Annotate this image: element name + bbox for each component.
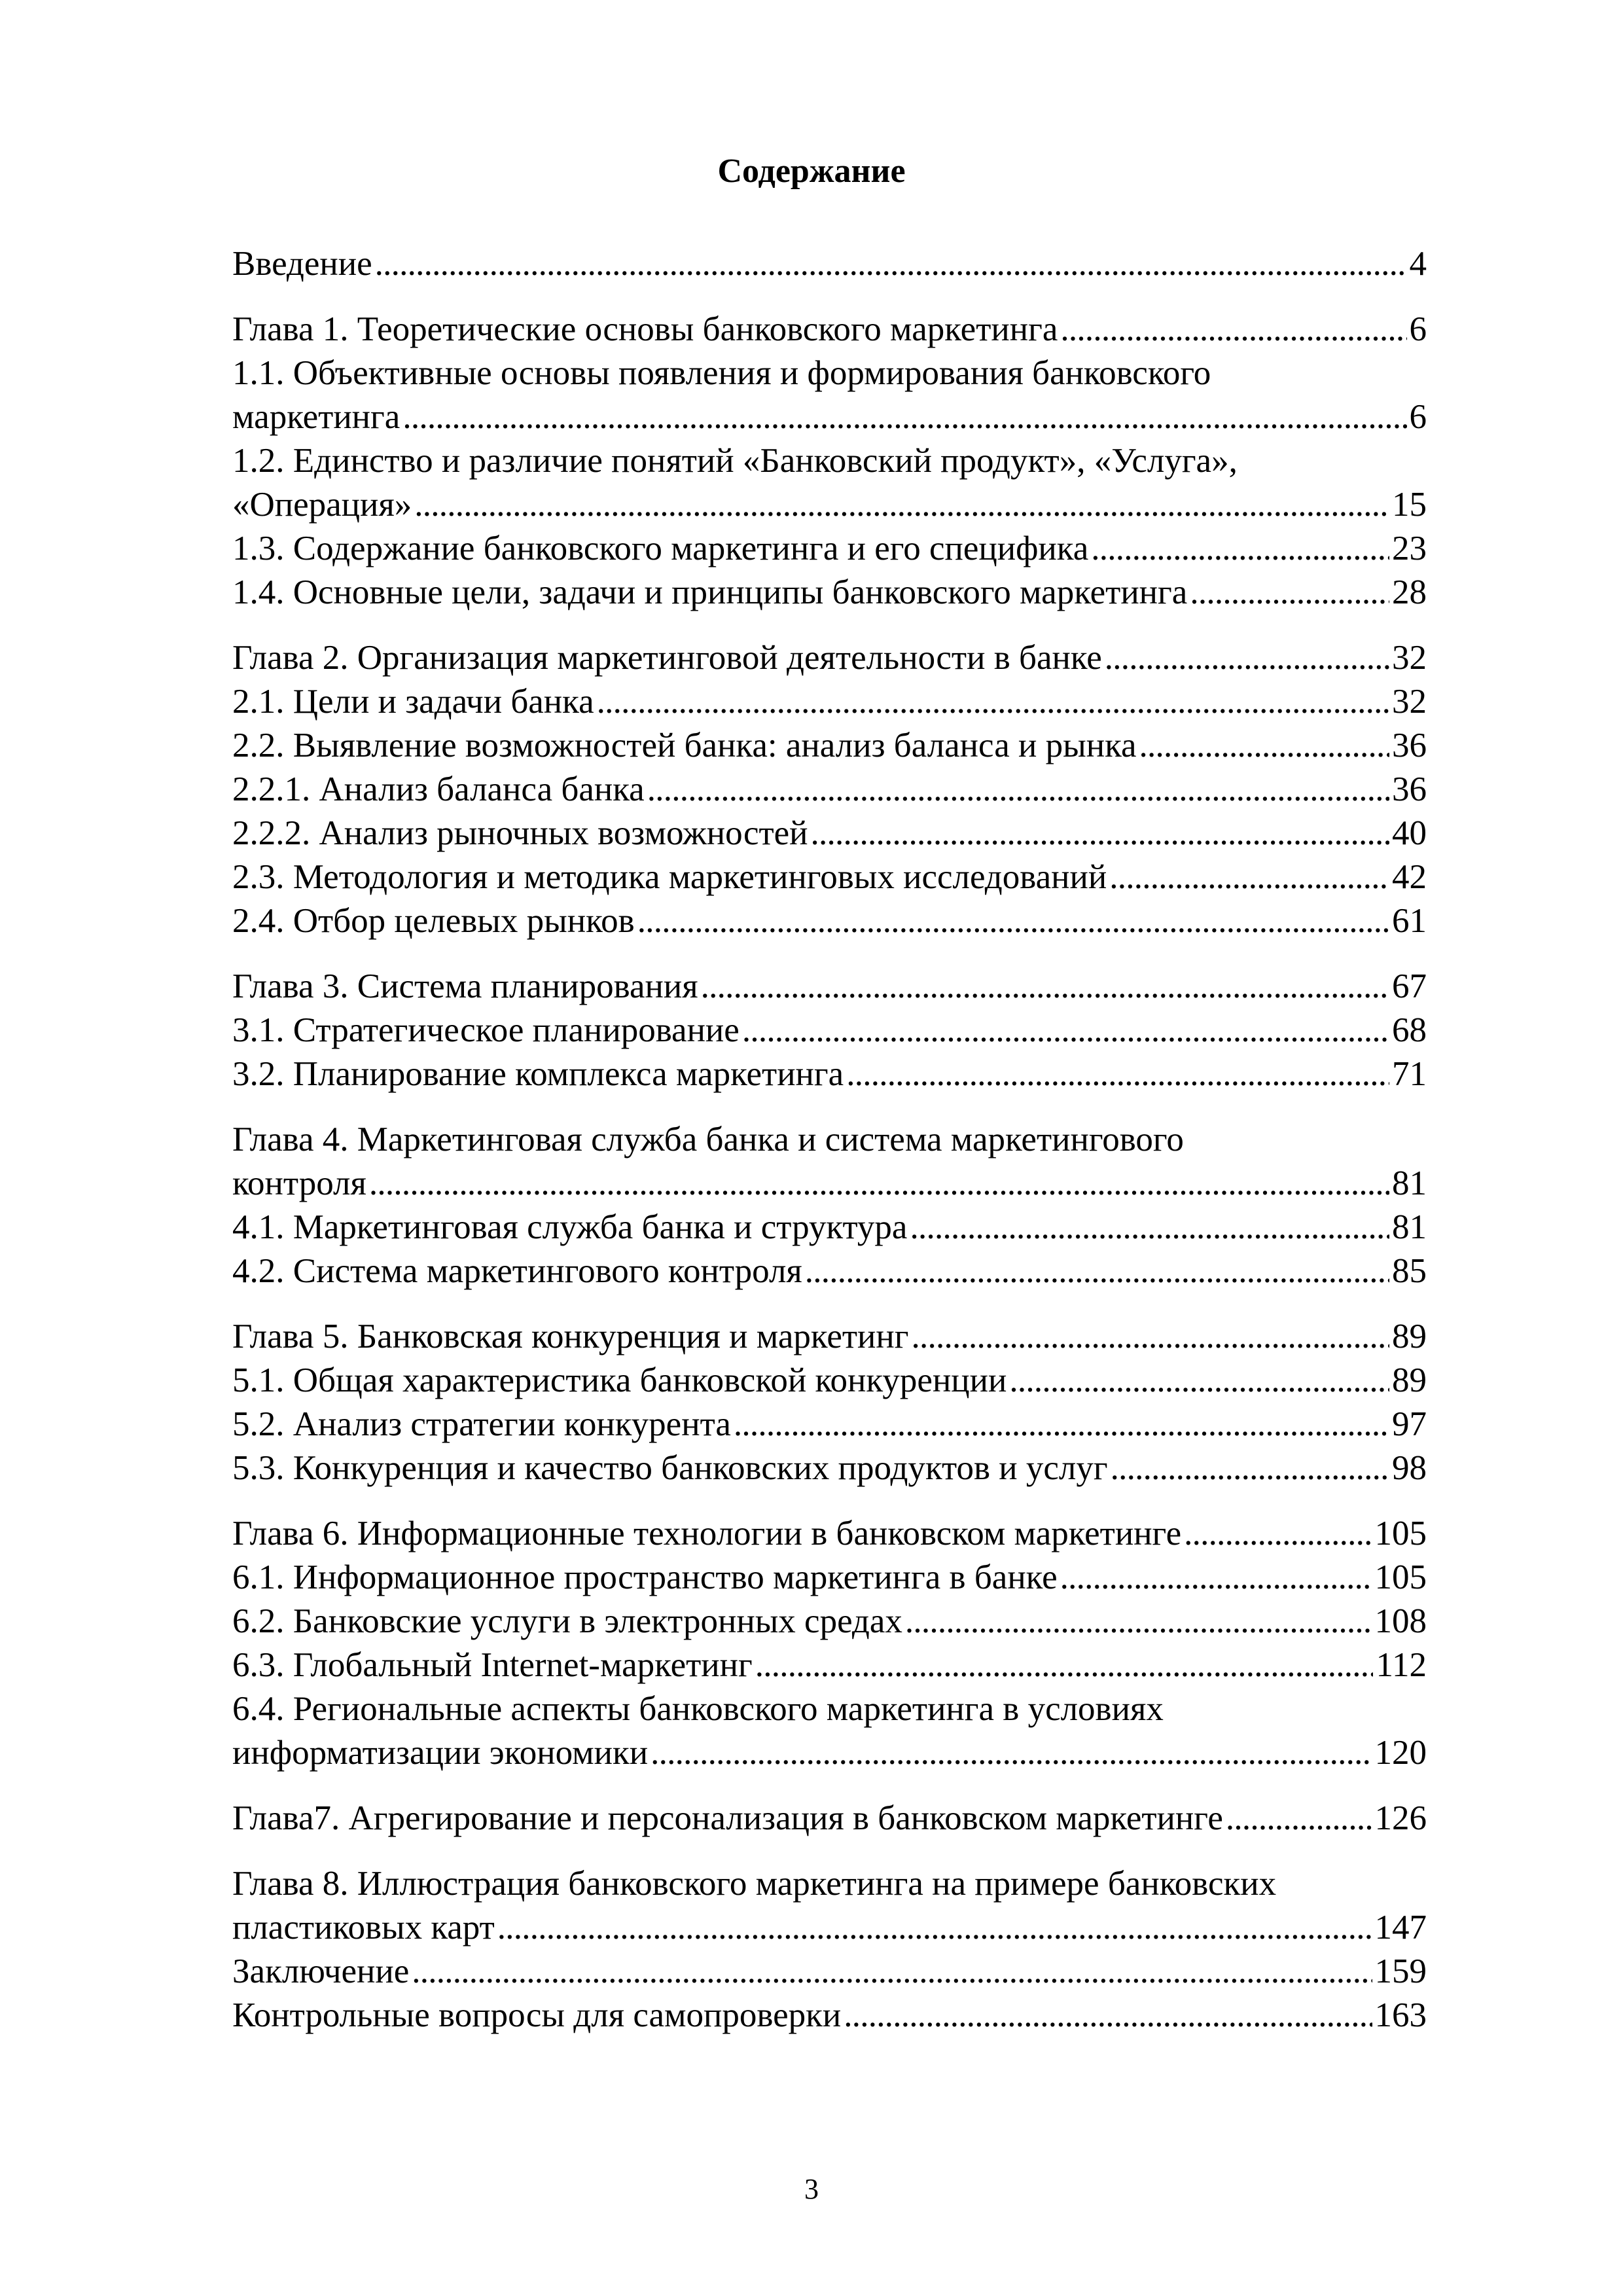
toc-entry-page: 147 (1374, 1909, 1427, 1946)
page-title: Содержание (717, 152, 906, 190)
toc-entry[interactable] (232, 439, 1427, 527)
toc-entry-label: 1.3. Содержание банковского маркетинга и его специфика (232, 529, 1089, 567)
toc-entry-label: 5.1. Общая характеристика банковской конкуренции (232, 1361, 1007, 1399)
toc-entry-page: 32 (1392, 683, 1427, 721)
toc-entry[interactable] (232, 1403, 1427, 1446)
dot-leader (647, 768, 1389, 812)
toc-entry-label: 6.3. Глобальный Internet-маркетинг (232, 1646, 753, 1684)
toc-entry-label: 2.2.2. Анализ рыночных возможностей (232, 814, 808, 852)
dot-leader (742, 1009, 1389, 1052)
toc-entry-label: Глава 5. Банковская конкуренция и маркетинг (232, 1318, 909, 1355)
dot-leader (375, 242, 1407, 286)
dot-leader (637, 899, 1389, 943)
toc-entry[interactable] (232, 1643, 1427, 1687)
toc-entry-label: маркетинга (232, 398, 401, 436)
toc-entry-first-line: Глава 4. Маркетинговая служба банка и система маркетингового (232, 1121, 1184, 1158)
toc-entry-label: 4.2. Система маркетингового контроля (232, 1252, 802, 1290)
toc-entry[interactable] (232, 1249, 1427, 1293)
toc-entry-label: 5.3. Конкуренция и качество банковских продуктов и услуг (232, 1449, 1108, 1487)
toc-entry[interactable] (232, 1556, 1427, 1600)
toc-entry[interactable] (232, 1862, 1427, 1950)
toc-entry-label: 4.1. Маркетинговая служба банка и структура (232, 1208, 908, 1246)
toc-entry-page: 159 (1374, 1952, 1427, 1990)
dot-leader (1111, 1446, 1389, 1490)
dot-leader (402, 395, 1406, 439)
toc-entry-label: информатизации экономики (232, 1734, 649, 1772)
toc-entry-label: Введение (232, 245, 372, 283)
toc-entry[interactable] (232, 1512, 1427, 1556)
toc-entry-page: 4 (1409, 245, 1427, 283)
toc-entry[interactable] (232, 636, 1427, 680)
toc-entry-page: 23 (1392, 529, 1427, 567)
toc-entry-first-line: Глава 8. Иллюстрация банковского маркетинга на примере банковских (232, 1865, 1277, 1903)
toc-entry[interactable] (232, 1600, 1427, 1643)
dot-leader (734, 1403, 1389, 1446)
toc-entry-page: 126 (1374, 1799, 1427, 1837)
toc-entry[interactable] (232, 1315, 1427, 1359)
dot-leader (414, 483, 1389, 527)
toc-entry[interactable] (232, 1206, 1427, 1249)
toc-entry-label: Глава7. Агрегирование и персонализация в банковском маркетинге (232, 1799, 1223, 1837)
toc-entry[interactable] (232, 571, 1427, 615)
toc-entry-label: Контрольные вопросы для самопроверки (232, 1996, 842, 2034)
dot-leader (1060, 308, 1406, 351)
toc-entry-page: 36 (1392, 770, 1427, 808)
toc-entry-page: 105 (1374, 1515, 1427, 1552)
toc-entry[interactable] (232, 899, 1427, 943)
toc-entry-page: 67 (1392, 967, 1427, 1005)
toc-entry-page: 81 (1392, 1208, 1427, 1246)
toc-entry[interactable] (232, 1687, 1427, 1775)
toc-entry-page: 120 (1374, 1734, 1427, 1772)
toc-entry-label: 3.1. Стратегическое планирование (232, 1011, 740, 1049)
toc-entry[interactable] (232, 1446, 1427, 1490)
toc-entry-page: 98 (1392, 1449, 1427, 1487)
toc-entry-page: 68 (1392, 1011, 1427, 1049)
toc-entry-page: 42 (1392, 858, 1427, 896)
dot-leader (905, 1600, 1372, 1643)
toc-entry-page: 89 (1392, 1318, 1427, 1355)
toc-entry[interactable] (232, 1994, 1427, 2037)
toc-entry-label: 2.3. Методология и методика маркетинговых исследований (232, 858, 1107, 896)
toc-entry-page: 163 (1374, 1996, 1427, 2034)
dot-leader (844, 1994, 1372, 2037)
dot-leader (597, 680, 1389, 724)
toc-entry[interactable] (232, 527, 1427, 571)
toc-entry-label: 2.2.1. Анализ баланса банка (232, 770, 645, 808)
toc-entry-label: Глава 1. Теоретические основы банковского маркетинга (232, 310, 1058, 348)
toc-entry-label: контроля (232, 1164, 366, 1202)
page-number: 3 (804, 2173, 819, 2205)
toc-entry[interactable] (232, 724, 1427, 768)
toc-entry-label: 2.2. Выявление возможностей банка: анализ баланса и рынка (232, 726, 1137, 764)
toc-entry[interactable] (232, 308, 1427, 351)
toc-entry-first-line: 1.1. Объективные основы появления и формирования банковского (232, 354, 1211, 392)
toc-entry[interactable] (232, 965, 1427, 1009)
toc-entry-label: 2.1. Цели и задачи банка (232, 683, 594, 721)
toc-entry-page: 6 (1409, 310, 1427, 348)
dot-leader (1109, 855, 1389, 899)
toc-entry[interactable] (232, 1797, 1427, 1840)
dot-leader (1009, 1359, 1389, 1403)
toc-entry-page: 108 (1374, 1602, 1427, 1640)
toc-entry[interactable] (232, 1052, 1427, 1096)
dot-leader (846, 1052, 1389, 1096)
dot-leader (1139, 724, 1389, 768)
toc-entry-label: Глава 6. Информационные технологии в банковском маркетинге (232, 1515, 1182, 1552)
dot-leader (1091, 527, 1389, 571)
dot-leader (1105, 636, 1389, 680)
toc-entry-label: «Операция» (232, 486, 412, 524)
toc-entry-label: пластиковых карт (232, 1909, 495, 1946)
toc-entry[interactable] (232, 1950, 1427, 1994)
toc-entry-label: 6.1. Информационное пространство маркетинга в банке (232, 1558, 1058, 1596)
toc-entry-page: 112 (1376, 1646, 1427, 1684)
toc-entry[interactable] (232, 1009, 1427, 1052)
dot-leader (1190, 571, 1389, 615)
dot-leader (369, 1162, 1389, 1206)
toc-entry-page: 89 (1392, 1361, 1427, 1399)
toc-entry-page: 105 (1374, 1558, 1427, 1596)
toc-entry-label: 3.2. Планирование комплекса маркетинга (232, 1055, 844, 1093)
dot-leader (412, 1950, 1372, 1994)
toc-entry-label: Заключение (232, 1952, 410, 1990)
dot-leader (805, 1249, 1389, 1293)
toc-entry-label: 1.4. Основные цели, задачи и принципы банковского маркетинга (232, 573, 1188, 611)
toc-entry-page: 71 (1392, 1055, 1427, 1093)
toc-entry[interactable] (232, 1118, 1427, 1206)
toc-entry-page: 40 (1392, 814, 1427, 852)
toc-entry-page: 15 (1392, 486, 1427, 524)
toc-entry-page: 32 (1392, 639, 1427, 677)
toc-entry-page: 85 (1392, 1252, 1427, 1290)
dot-leader (811, 812, 1389, 855)
toc-entry[interactable] (232, 680, 1427, 724)
dot-leader (1060, 1556, 1372, 1600)
toc-entry[interactable] (232, 242, 1427, 286)
toc-entry-page: 6 (1409, 398, 1427, 436)
toc-entry-label: 6.2. Банковские услуги в электронных средах (232, 1602, 902, 1640)
dot-leader (701, 965, 1389, 1009)
toc-entry[interactable] (232, 768, 1427, 812)
toc-entry-label: 2.4. Отбор целевых рынков (232, 902, 635, 940)
dot-leader (1184, 1512, 1372, 1556)
toc-entry-first-line: 1.2. Единство и различие понятий «Банковский продукт», «Услуга», (232, 442, 1238, 480)
dot-leader (912, 1315, 1390, 1359)
toc-entry[interactable] (232, 351, 1427, 439)
dot-leader (1226, 1797, 1372, 1840)
table-of-contents (232, 242, 1427, 2037)
toc-entry[interactable] (232, 812, 1427, 855)
toc-entry-label: Глава 2. Организация маркетинговой деятельности в банке (232, 639, 1102, 677)
toc-entry-label: Глава 3. Система планирования (232, 967, 698, 1005)
dot-leader (755, 1643, 1374, 1687)
toc-entry-page: 28 (1392, 573, 1427, 611)
toc-entry-page: 61 (1392, 902, 1427, 940)
toc-entry[interactable] (232, 1359, 1427, 1403)
toc-entry-first-line: 6.4. Региональные аспекты банковского маркетинга в условиях (232, 1690, 1164, 1728)
toc-entry[interactable] (232, 855, 1427, 899)
dot-leader (910, 1206, 1389, 1249)
dot-leader (497, 1906, 1372, 1950)
dot-leader (651, 1731, 1372, 1775)
toc-entry-page: 97 (1392, 1405, 1427, 1443)
toc-entry-page: 36 (1392, 726, 1427, 764)
toc-entry-page: 81 (1392, 1164, 1427, 1202)
toc-entry-label: 5.2. Анализ стратегии конкурента (232, 1405, 731, 1443)
